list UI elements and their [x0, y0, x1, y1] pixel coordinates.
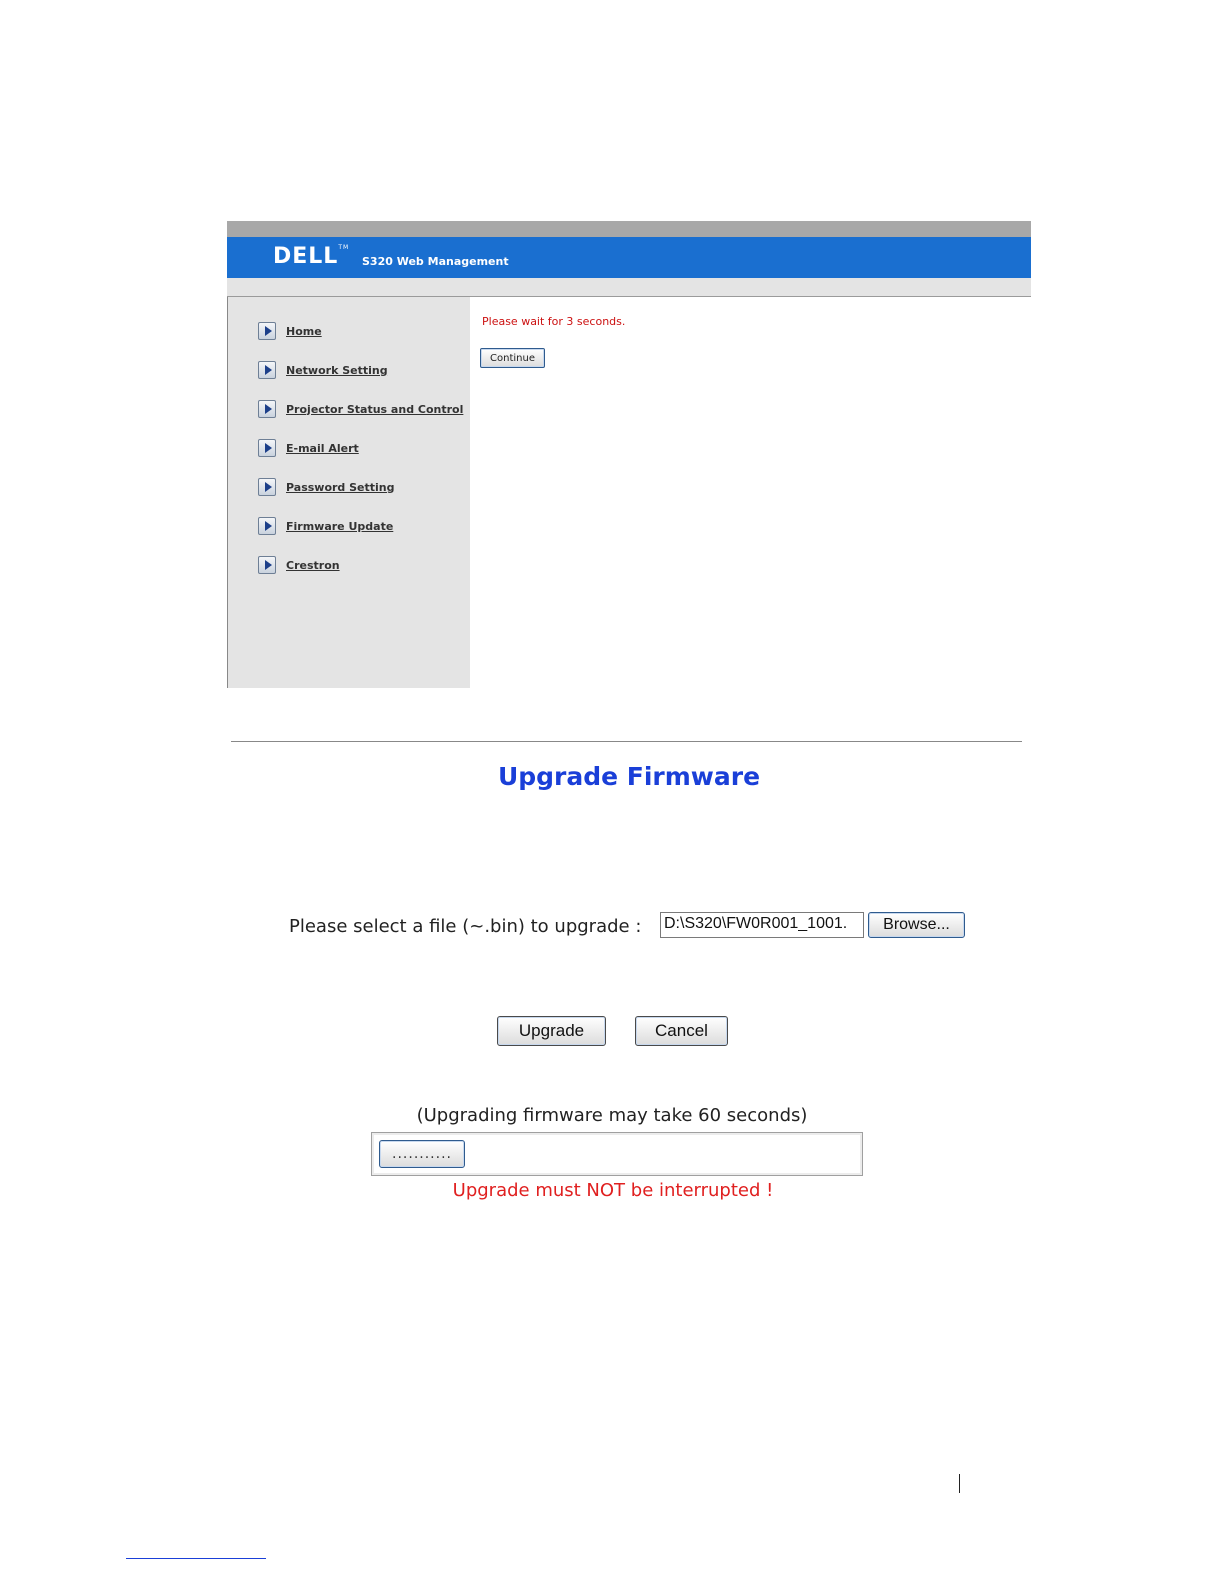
- arrow-icon: [258, 322, 276, 340]
- file-select-label: Please select a file (~.bin) to upgrade :: [289, 916, 642, 937]
- app-title: S320 Web Management: [362, 255, 509, 268]
- nav-label[interactable]: Home: [286, 324, 322, 338]
- progress-indicator: ...........: [379, 1140, 465, 1168]
- dell-logo: [273, 244, 349, 269]
- nav-label[interactable]: Crestron: [286, 558, 340, 572]
- cancel-button[interactable]: Cancel: [635, 1016, 728, 1046]
- sidebar: [227, 297, 470, 688]
- nav-label[interactable]: E-mail Alert: [286, 441, 359, 455]
- arrow-icon: [258, 361, 276, 379]
- wait-message: Please wait for 3 seconds.: [482, 315, 626, 328]
- nav-item-firmware-update[interactable]: [258, 514, 393, 538]
- progress-box: [371, 1132, 863, 1176]
- nav-label[interactable]: Network Setting: [286, 363, 388, 377]
- footnote-rule: [126, 1558, 266, 1559]
- file-path-input[interactable]: D:\S320\FW0R001_1001.: [660, 912, 864, 938]
- top-gray-bar: [227, 221, 1031, 237]
- web-management-screenshot: [227, 221, 1031, 688]
- upgrade-button[interactable]: Upgrade: [497, 1016, 606, 1046]
- nav-item-password-setting[interactable]: [258, 475, 395, 499]
- arrow-icon: [258, 478, 276, 496]
- trademark-mark: TM: [338, 243, 350, 251]
- main-content: [470, 297, 1031, 688]
- sub-header-bar: [227, 278, 1031, 297]
- nav-item-network-setting[interactable]: [258, 358, 388, 382]
- upgrade-title: Upgrade Firmware: [497, 762, 761, 791]
- nav-item-email-alert[interactable]: [258, 436, 359, 460]
- warning-message: Upgrade must NOT be interrupted !: [452, 1180, 774, 1201]
- continue-button[interactable]: Continue: [480, 348, 545, 368]
- arrow-icon: [258, 439, 276, 457]
- nav-item-projector-status[interactable]: [258, 397, 463, 421]
- nav-item-home[interactable]: [258, 319, 322, 343]
- duration-note: (Upgrading firmware may take 60 seconds): [416, 1105, 808, 1126]
- arrow-icon: [258, 556, 276, 574]
- nav-label[interactable]: Projector Status and Control: [286, 402, 464, 416]
- page-marker: [959, 1474, 960, 1493]
- nav-item-crestron[interactable]: [258, 553, 340, 577]
- brand-text: DELL: [273, 244, 339, 269]
- section-divider: [231, 741, 1022, 742]
- arrow-icon: [258, 400, 276, 418]
- arrow-icon: [258, 517, 276, 535]
- header-banner: [227, 237, 1031, 278]
- browse-button[interactable]: Browse...: [868, 912, 965, 938]
- nav-label[interactable]: Password Setting: [286, 480, 395, 494]
- nav-label[interactable]: Firmware Update: [286, 519, 394, 533]
